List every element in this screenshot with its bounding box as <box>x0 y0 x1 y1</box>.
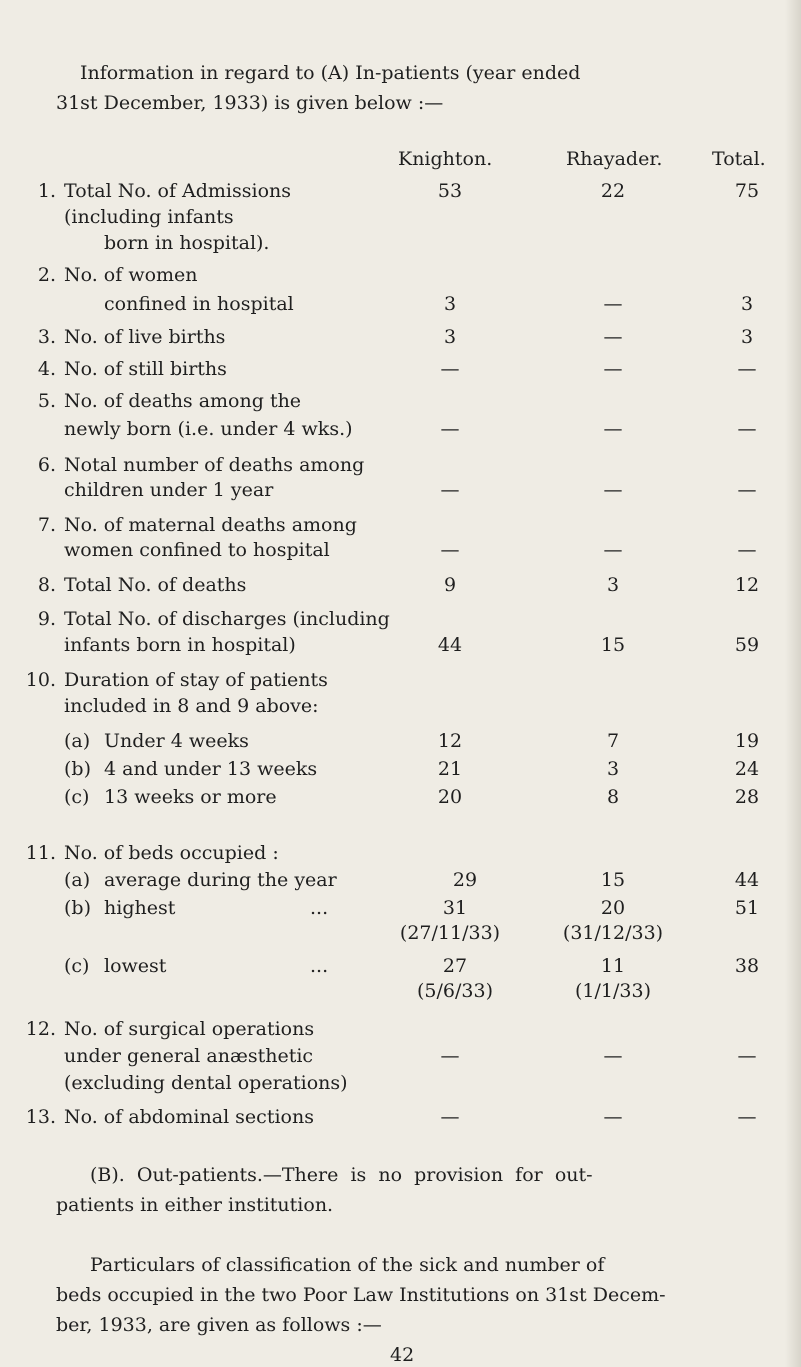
row-label: No. of maternal deaths among <box>64 514 357 536</box>
row-label: under general anæsthetic <box>64 1045 314 1067</box>
row-number: 8. <box>37 574 56 596</box>
row-label: 4 and under 13 weeks <box>104 758 318 780</box>
rhayader-value: — <box>603 358 623 380</box>
knighton-value: — <box>440 418 460 440</box>
total-value: — <box>737 418 757 440</box>
knighton-value: 44 <box>437 634 463 656</box>
row-number: 7. <box>37 514 56 536</box>
rhayader-value: — <box>603 1106 623 1128</box>
classification-paragraph <box>56 1250 791 1340</box>
rhayader-value: 15 <box>600 869 626 891</box>
knighton-value: 12 <box>437 730 463 752</box>
total-value: 12 <box>734 574 760 596</box>
row-label: newly born (i.e. under 4 wks.) <box>64 418 353 440</box>
knighton-value: — <box>440 358 460 380</box>
row-label: No. of abdominal sections <box>64 1106 314 1128</box>
intro-line-2: 31st December, 1933) is given below :— <box>56 92 444 114</box>
rhayader-value: — <box>603 326 623 348</box>
row-number: 6. <box>37 454 56 476</box>
sub-item-letter: (a) <box>64 869 91 891</box>
rhayader-value: — <box>603 539 623 561</box>
total-value: 3 <box>740 326 754 348</box>
knighton-value: 31 <box>442 897 468 919</box>
rhayader-date: (31/12/33) <box>562 922 664 944</box>
total-value: 3 <box>740 293 754 315</box>
sub-item-letter: (b) <box>64 897 91 919</box>
row-number: 2. <box>37 264 56 286</box>
row-label: 13 weeks or more <box>104 786 277 808</box>
row-number: 12. <box>25 1018 56 1040</box>
rhayader-value: — <box>603 1045 623 1067</box>
total-value: 28 <box>734 786 760 808</box>
knighton-value: 29 <box>452 869 478 891</box>
sub-item-letter: (b) <box>64 758 91 780</box>
rhayader-value: 20 <box>600 897 626 919</box>
outpatients-line-1: (B). Out-patients.—There is no provision for out- <box>90 1164 593 1186</box>
row-number: 9. <box>37 608 56 630</box>
row-label: (excluding dental operations) <box>64 1072 348 1094</box>
knighton-date: (27/11/33) <box>399 922 501 944</box>
row-number: 5. <box>37 390 56 412</box>
leader-dots: ... <box>310 897 329 919</box>
classification-line-3: ber, 1933, are given as follows :— <box>56 1314 382 1336</box>
sub-item-letter: (a) <box>64 730 91 752</box>
row-number: 10. <box>25 669 56 691</box>
intro-line-1: Information in regard to (A) In-patients (year ended <box>80 62 581 84</box>
row-label: No. of surgical operations <box>64 1018 315 1040</box>
total-value: 24 <box>734 758 760 780</box>
knighton-value: 9 <box>443 574 457 596</box>
knighton-value: 53 <box>437 180 463 202</box>
row-label: lowest <box>104 955 167 977</box>
row-label: No. of beds occupied : <box>64 842 279 864</box>
rhayader-value: 11 <box>600 955 626 977</box>
knighton-value: 3 <box>443 326 457 348</box>
row-label: Total No. of discharges (including <box>64 608 390 630</box>
page-number: 42 <box>390 1344 415 1366</box>
leader-dots: ... <box>310 955 329 977</box>
classification-line-1: Particulars of classification of the sick and number of <box>90 1254 605 1276</box>
row-label: confined in hospital <box>104 293 294 315</box>
row-number: 1. <box>37 180 56 202</box>
rhayader-value: — <box>603 418 623 440</box>
knighton-value: — <box>440 1045 460 1067</box>
row-label: Total No. of Admissions <box>64 180 292 202</box>
knighton-date: (5/6/33) <box>417 980 493 1002</box>
rhayader-value: 22 <box>600 180 626 202</box>
row-number: 13. <box>25 1106 56 1128</box>
row-label: No. of still births <box>64 358 227 380</box>
row-label: Total No. of deaths <box>64 574 247 596</box>
row-label: children under 1 year <box>64 479 274 501</box>
total-value: 44 <box>734 869 760 891</box>
rhayader-value: 3 <box>606 758 620 780</box>
page-edge-shadow <box>785 0 801 1367</box>
row-label: women confined to hospital <box>64 539 330 561</box>
total-value: 51 <box>734 897 760 919</box>
sub-item-letter: (c) <box>64 786 90 808</box>
knighton-value: 27 <box>442 955 468 977</box>
rhayader-value: — <box>603 479 623 501</box>
row-number: 4. <box>37 358 56 380</box>
total-value: — <box>737 539 757 561</box>
knighton-value: 20 <box>437 786 463 808</box>
rhayader-value: 8 <box>606 786 620 808</box>
rhayader-value: 7 <box>606 730 620 752</box>
row-label: average during the year <box>104 869 337 891</box>
total-value: — <box>737 358 757 380</box>
header-total: Total. <box>712 148 766 170</box>
header-rhayader: Rhayader. <box>566 148 663 170</box>
header-knighton: Knighton. <box>398 148 493 170</box>
row-number: 11. <box>25 842 56 864</box>
rhayader-date: (1/1/33) <box>575 980 651 1002</box>
knighton-value: — <box>440 479 460 501</box>
row-label: No. of women <box>64 264 198 286</box>
outpatients-paragraph <box>56 1160 791 1220</box>
total-value: 38 <box>734 955 760 977</box>
row-label: Duration of stay of patients <box>64 669 328 691</box>
total-value: 19 <box>734 730 760 752</box>
total-value: — <box>737 1106 757 1128</box>
row-number: 3. <box>37 326 56 348</box>
knighton-value: — <box>440 539 460 561</box>
row-label: No. of live births <box>64 326 226 348</box>
knighton-value: — <box>440 1106 460 1128</box>
row-label: No. of deaths among the <box>64 390 302 412</box>
row-label: infants born in hospital) <box>64 634 296 656</box>
row-label: (including infants <box>64 206 234 228</box>
row-label: highest <box>104 897 176 919</box>
row-label: included in 8 and 9 above: <box>64 695 319 717</box>
total-value: — <box>737 1045 757 1067</box>
outpatients-line-2: patients in either institution. <box>56 1194 334 1216</box>
row-label: born in hospital). <box>104 232 270 254</box>
row-label: Notal number of deaths among <box>64 454 365 476</box>
row-label: Under 4 weeks <box>104 730 249 752</box>
classification-line-2: beds occupied in the two Poor Law Institutions on 31st Decem- <box>56 1284 666 1306</box>
knighton-value: 21 <box>437 758 463 780</box>
total-value: 75 <box>734 180 760 202</box>
intro-paragraph <box>56 58 786 118</box>
sub-item-letter: (c) <box>64 955 90 977</box>
rhayader-value: 15 <box>600 634 626 656</box>
knighton-value: 3 <box>443 293 457 315</box>
rhayader-value: — <box>603 293 623 315</box>
total-value: — <box>737 479 757 501</box>
rhayader-value: 3 <box>606 574 620 596</box>
total-value: 59 <box>734 634 760 656</box>
